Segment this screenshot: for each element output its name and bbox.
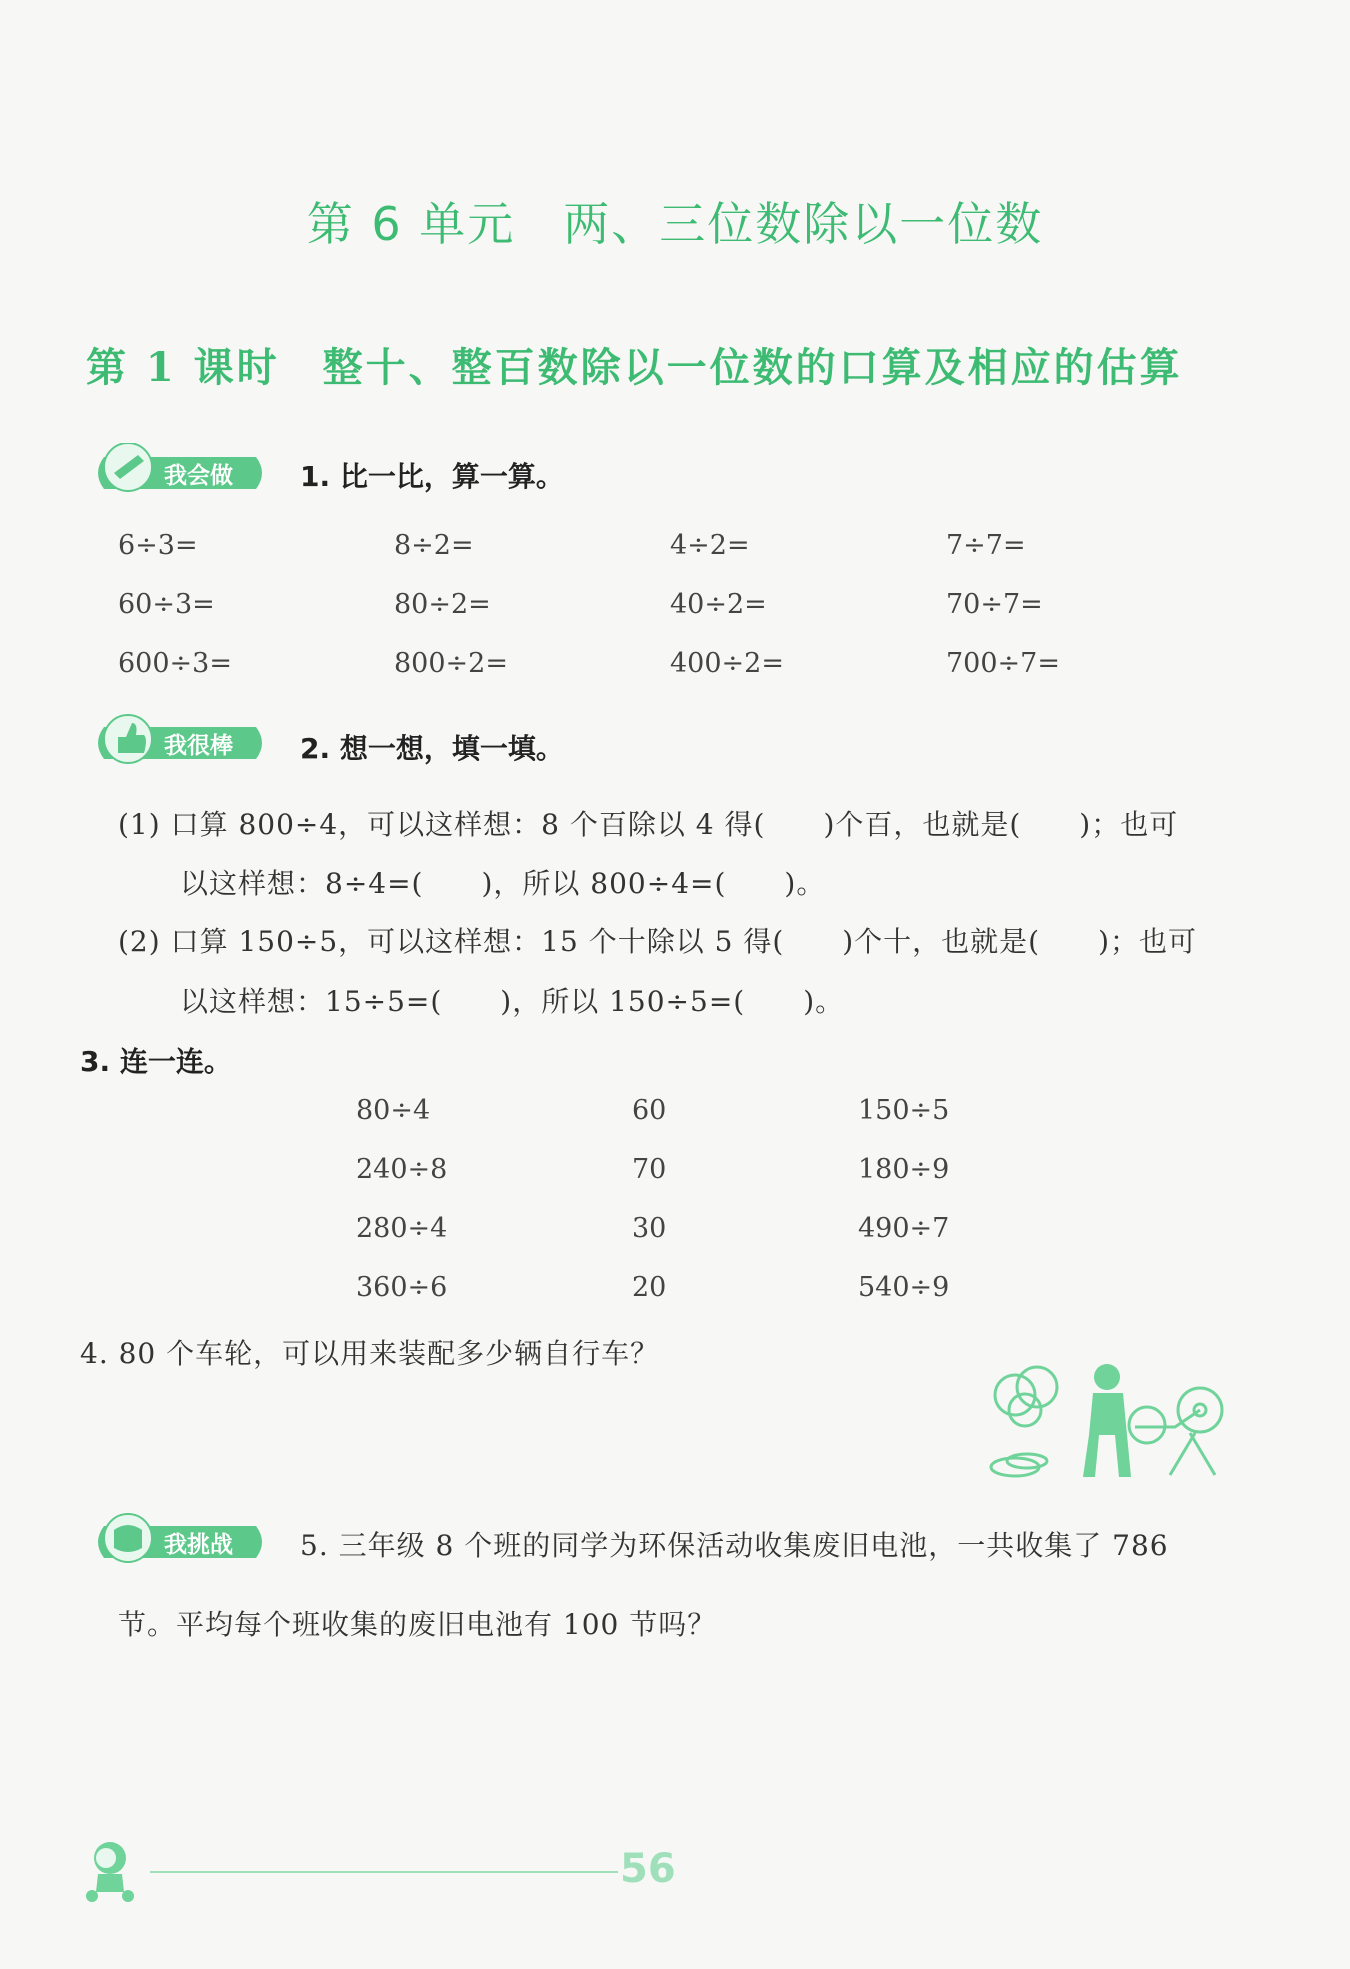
badge-challenge	[86, 1512, 271, 1572]
q3-middle-item: 60	[632, 1095, 667, 1126]
unit-title: 第 6 单元 两、三位数除以一位数	[306, 197, 1044, 251]
q3-right-item: 490÷7	[858, 1213, 950, 1244]
q2-heading: 2. 想一想，填一填。	[300, 732, 564, 765]
q5-line1: 5. 三年级 8 个班的同学为环保活动收集废旧电池，一共收集了 786	[300, 1529, 1169, 1562]
q3-right-item: 180÷9	[858, 1154, 950, 1185]
page-number: 56	[620, 1846, 676, 1892]
q1-cell: 8÷2=	[394, 530, 474, 561]
q2-part1-line2: 以这样想：8÷4=( )，所以 800÷4=( )。	[180, 867, 826, 900]
q5-line2: 节。平均每个班收集的废旧电池有 100 节吗？	[118, 1608, 717, 1641]
q4-text: 4. 80 个车轮，可以用来装配多少辆自行车？	[80, 1337, 660, 1370]
q1-cell: 4÷2=	[670, 530, 750, 561]
mascot-icon	[78, 1834, 148, 1904]
q3-left-item: 240÷8	[356, 1154, 448, 1185]
badge-label: 我挑战	[164, 1532, 233, 1558]
badge-label: 我会做	[164, 463, 233, 489]
q1-cell: 80÷2=	[394, 589, 491, 620]
q1-cell: 600÷3=	[118, 648, 232, 679]
q1-cell: 70÷7=	[946, 589, 1043, 620]
badge-great	[86, 713, 271, 773]
q1-heading: 1. 比一比，算一算。	[300, 460, 564, 493]
q3-middle-item: 30	[632, 1213, 667, 1244]
q3-right-item: 150÷5	[858, 1095, 950, 1126]
footer-divider	[150, 1871, 618, 1873]
badge-can-do	[86, 443, 271, 503]
q3-right-item: 540÷9	[858, 1272, 950, 1303]
q3-heading: 3. 连一连。	[80, 1045, 232, 1078]
q2-part2-line2: 以这样想：15÷5=( )，所以 150÷5=( )。	[180, 985, 845, 1018]
q1-cell: 800÷2=	[394, 648, 508, 679]
badge-label: 我很棒	[164, 733, 233, 759]
q2-part1-line1: (1) 口算 800÷4，可以这样想：8 个百除以 4 得( )个百，也就是( )；也可	[118, 808, 1179, 841]
q3-left-item: 280÷4	[356, 1213, 448, 1244]
q3-middle-item: 20	[632, 1272, 667, 1303]
q1-cell: 6÷3=	[118, 530, 198, 561]
q1-cell: 700÷7=	[946, 648, 1060, 679]
q1-cell: 7÷7=	[946, 530, 1026, 561]
q2-part2-line1: (2) 口算 150÷5，可以这样想：15 个十除以 5 得( )个十，也就是( )；也可	[118, 925, 1198, 958]
q3-left-item: 80÷4	[356, 1095, 431, 1126]
q1-cell: 60÷3=	[118, 589, 215, 620]
bicycle-illustration	[975, 1355, 1240, 1490]
q3-middle-item: 70	[632, 1154, 667, 1185]
q1-cell: 400÷2=	[670, 648, 784, 679]
q1-cell: 40÷2=	[670, 589, 767, 620]
q3-left-item: 360÷6	[356, 1272, 448, 1303]
lesson-title: 第 1 课时 整十、整百数除以一位数的口算及相应的估算	[86, 344, 1183, 391]
